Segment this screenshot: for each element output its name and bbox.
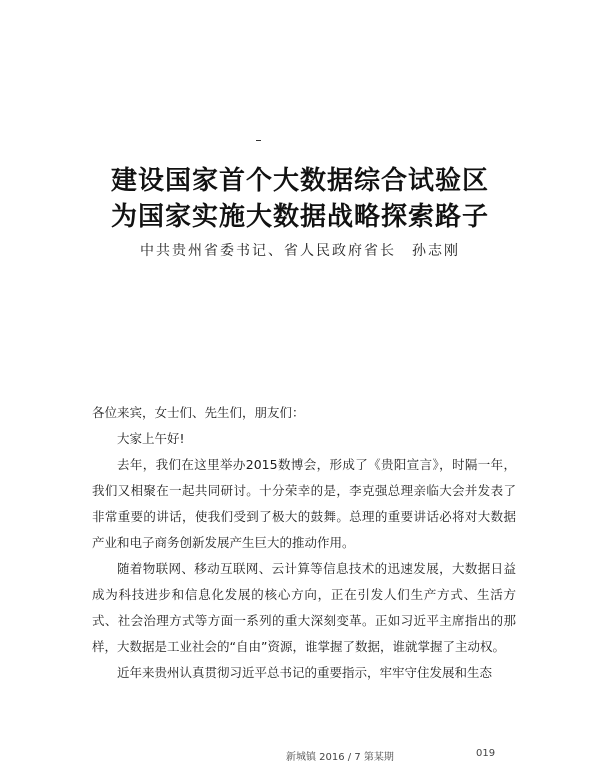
body-paragraph: 大家上午好!: [117, 431, 185, 446]
title-line-1: 建设国家首个大数据综合试验区: [110, 166, 489, 196]
body-paragraph: 近年来贵州认真贯彻习近平总书记的重要指示，牢牢守住发展和生态: [117, 665, 493, 680]
body-paragraph: 随着物联网、移动互联网、云计算等信息技术的迅速发展，大数据日益成为科技进步和信息化发展的核心方向，正在引发人们生产方式、生活方式、社会治理方式等方面一系列的重大深刻变革。正如习近平主席指出的那样，大数据是工业社会的“自由”资源，谁掌握了数据，谁就掌握了主动权。: [92, 561, 516, 654]
page-footer: [0, 748, 600, 762]
article-body: [92, 400, 516, 686]
salutation: 各位来宾，女士们、先生们，朋友们：: [92, 405, 305, 420]
author-byline: 中共贵州省委书记、省人民政府省长 孙志刚: [140, 243, 460, 259]
title-line-2: 为国家实施大数据战略探索路子: [110, 202, 489, 232]
journal-name: 新城镇 2016 / 7 第某期: [286, 752, 394, 763]
page-number: 019: [476, 748, 496, 759]
body-paragraph: 去年，我们在这里举办2015数博会，形成了《贵阳宣言》，时隔一年，我们又相聚在一起共同研讨。十分荣幸的是，李克强总理亲临大会并发表了非常重要的讲话，使我们受到了极大的鼓舞。总理的重要讲话必将对大数据产业和电子商务创新发展产生巨大的推动作用。: [92, 457, 516, 550]
header-mark: [256, 140, 261, 141]
